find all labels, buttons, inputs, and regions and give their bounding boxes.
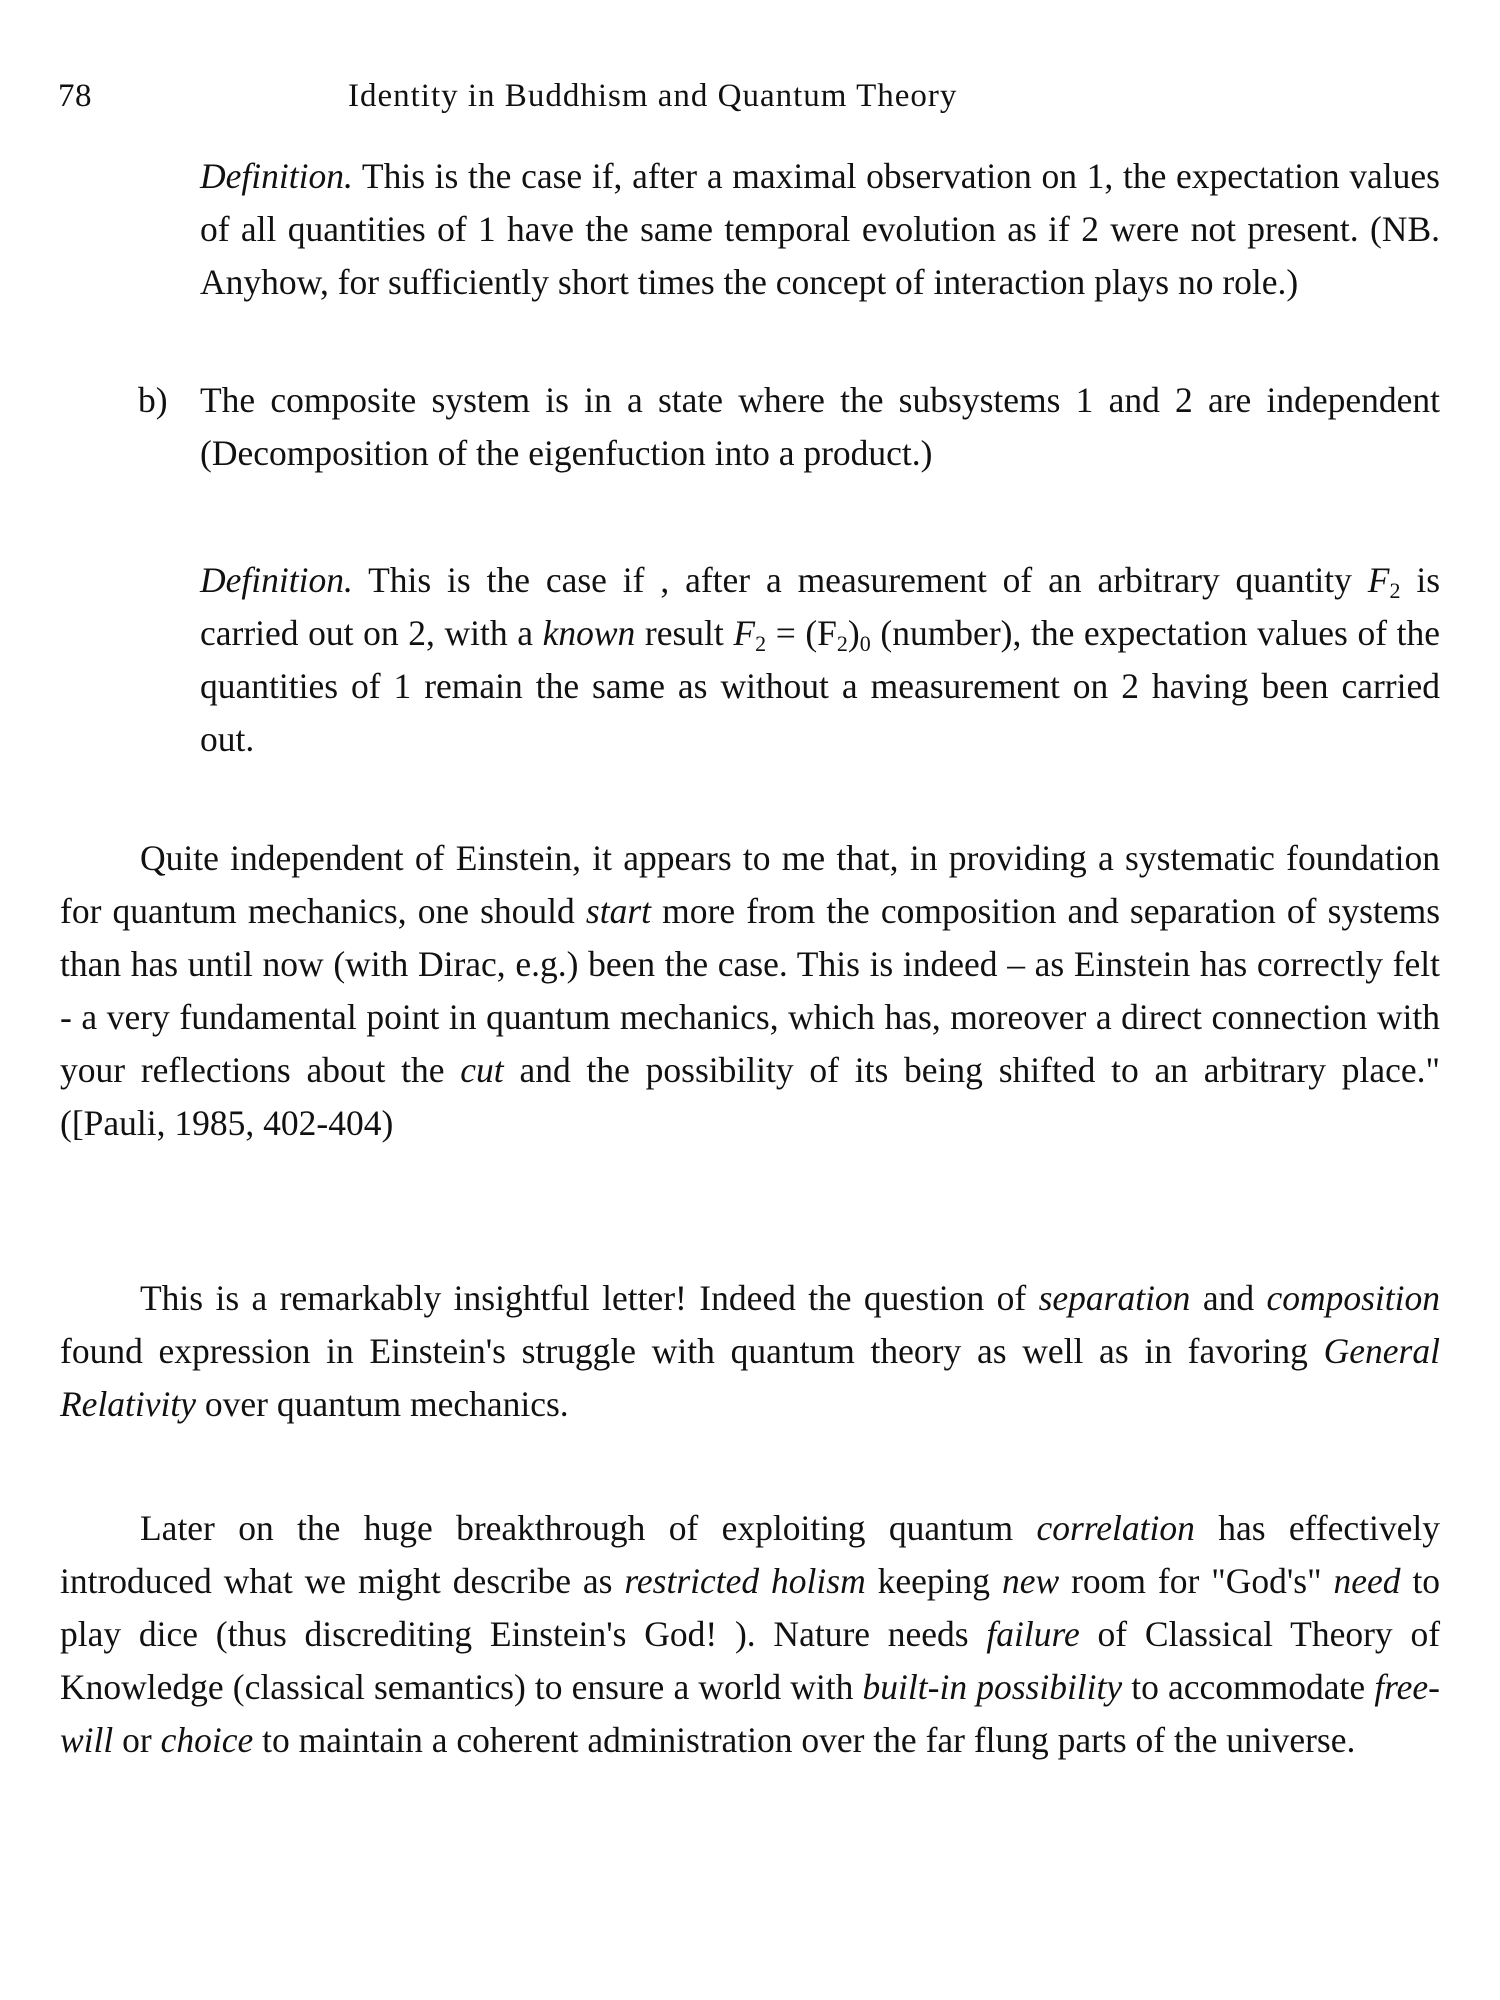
definition-text: This is the case if, after a maximal observation on 1, the expectation values of all quantities of 1 have the same temporal evolution as if 2 were not present. (NB. Anyhow, for sufficiently short times the concept of interaction plays no role.) bbox=[200, 156, 1440, 302]
paragraph-3: Later on the huge breakthrough of exploiting quantum correlation has effectively introduced what we might describe as restricted holism keeping new room for "God's" need to play dice (thus discrediting Einstein's God! ). Nature needs failure of Classical Theory of Knowledge (classical semantics) to ensure a world with built-in possibility to accommodate free-will or choice to maintain a coherent administration over the far flung parts of the universe. bbox=[60, 1508, 1441, 1760]
emphasis-need: need bbox=[1333, 1561, 1401, 1601]
paragraph-2: This is a remarkably insightful letter! Indeed the question of separation and composition found expression in Einstein's struggle with quantum theory as well as in favoring General Relativity over quantum mechanics. bbox=[60, 1278, 1441, 1424]
running-title: Identity in Buddhism and Quantum Theory bbox=[348, 78, 958, 114]
emphasis-free-will: free-will bbox=[60, 1667, 1441, 1760]
variable-F: F bbox=[1367, 560, 1390, 600]
emphasis-new: new bbox=[1001, 1561, 1060, 1601]
list-label-b: b) bbox=[138, 380, 168, 420]
emphasis-failure: failure bbox=[986, 1614, 1080, 1654]
list-item-text: The composite system is in a state where the subsystems 1 and 2 are independent (Decomposition of the eigenfuction into a product.) bbox=[200, 380, 1440, 473]
variable-F: F bbox=[733, 613, 756, 653]
emphasis-separation: separation bbox=[1038, 1278, 1191, 1318]
emphasis-choice: choice bbox=[160, 1720, 254, 1760]
emphasis-restricted-holism: restricted holism bbox=[624, 1561, 866, 1601]
emphasis-correlation: correlation bbox=[1036, 1508, 1195, 1548]
emphasis-known: known bbox=[542, 613, 636, 653]
emphasis-general-relativity: General Relativity bbox=[60, 1331, 1440, 1424]
definition-1 bbox=[200, 150, 1440, 309]
definition-2: Definition. This is the case if , after a measurement of an arbitrary quantity $F_2$ is carried out on 2, with a known result $F_2 = (F_2)_0$ (number), the expectation values of the quantities of 1 remain the same as without a measurement on 2 having been carried out. bbox=[200, 560, 1441, 759]
page-header bbox=[58, 78, 1148, 122]
emphasis-cut: cut bbox=[460, 1050, 504, 1090]
emphasis-composition: composition bbox=[1266, 1278, 1441, 1318]
emphasis-built-in-possibility: built-in possibility bbox=[862, 1667, 1123, 1707]
page-number: 78 bbox=[58, 78, 92, 114]
emphasis-start: start bbox=[585, 891, 652, 931]
paragraph-1: Quite independent of Einstein, it appears to me that, in providing a systematic foundation for quantum mechanics, one should start more from the composition and separation of systems than has until now (with Dirac, e.g.) been the case. This is indeed – as Einstein has correctly felt - a very fundamental point in quantum mechanics, which has, moreover a direct connection with your reflections about the cut and the possibility of its being shifted to an arbitrary place." ([Pauli, 1985, 402-404) bbox=[60, 838, 1441, 1143]
definition-label: Definition. bbox=[200, 560, 353, 600]
list-item-b bbox=[200, 374, 1440, 480]
definition-label: Definition. bbox=[200, 156, 353, 196]
